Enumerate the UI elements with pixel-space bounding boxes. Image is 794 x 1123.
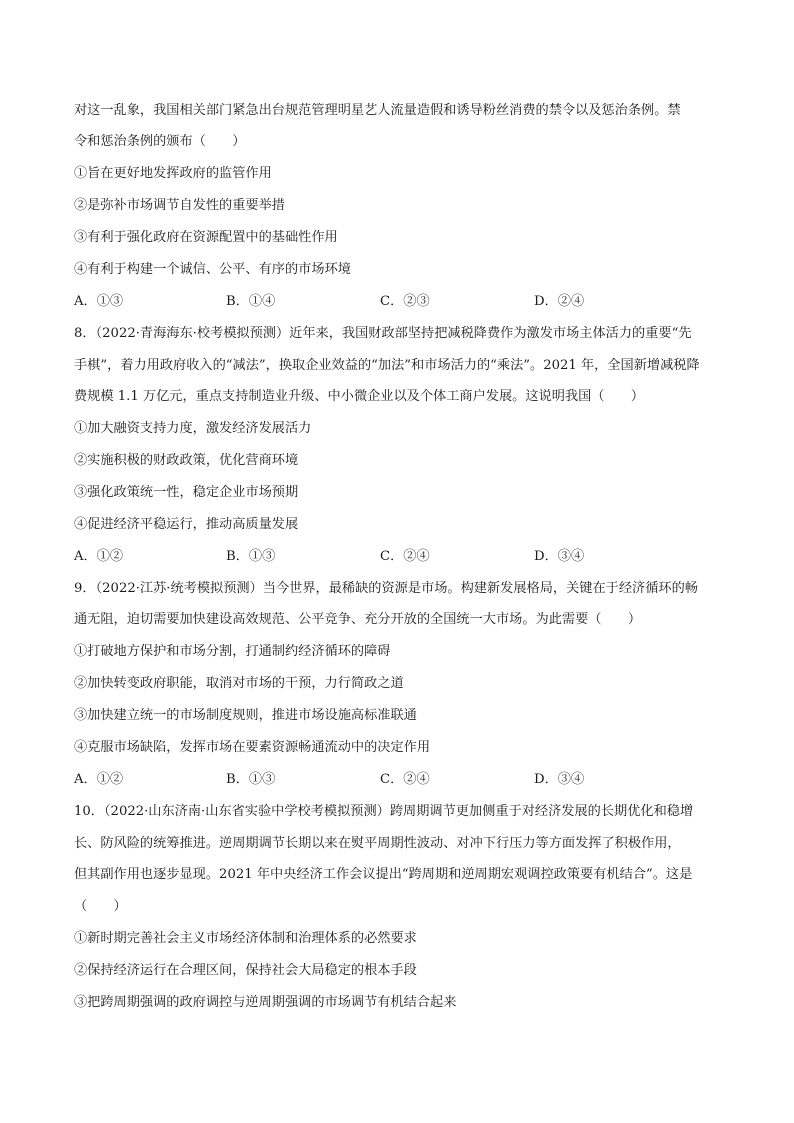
q8-option-2: ②实施积极的财政政策，优化营商环境: [74, 453, 299, 468]
q8-stem-line-1: 8．（2022·青海海东·校考模拟预测）近年来，我国财政部坚持把减税降费作为激发市场主体活力的重要“先: [74, 326, 692, 341]
q9-option-2: ②加快转变政府职能，取消对市场的干预，力行简政之道: [74, 676, 404, 691]
q7-choice-b: B．①④: [226, 294, 276, 309]
q10-option-2: ②保持经济运行在合理区间，保持社会大局稳定的根本手段: [74, 963, 417, 978]
q7-choices: [74, 292, 724, 312]
q10-option-3: ③把跨周期强调的政府调控与逆周期强调的市场调节有机结合起来: [74, 995, 457, 1010]
q8-choice-b: B．①③: [226, 549, 276, 564]
q9-choice-c: C．②④: [380, 772, 430, 787]
q8-choice-c: C．②④: [380, 549, 430, 564]
q7-option-4: ④有利于构建一个诚信、公平、有序的市场环境: [74, 262, 351, 277]
q8-choice-a: A．①②: [74, 549, 124, 564]
q9-option-3: ③加快建立统一的市场制度规则，推进市场设施高标准联通: [74, 708, 417, 723]
q8-option-4: ④促进经济平稳运行，推动高质量发展: [74, 517, 299, 532]
q8-choice-d: D．③④: [534, 549, 585, 564]
q8-choices: [74, 547, 724, 567]
q9-option-1: ①打破地方保护和市场分割，打通制约经济循环的障碍: [74, 644, 391, 659]
q9-stem-line-2: 通无阻，迫切需要加快建设高效规范、公平竞争、充分开放的全国统一大市场。为此需要（ ）: [74, 612, 642, 627]
q10-stem-line-2: 长、防风险的统筹推进。逆周期调节长期以来在熨平周期性波动、对冲下行压力等方面发挥了积极作用，: [74, 836, 681, 851]
q10-stem-line-4: （ ）: [74, 899, 127, 914]
q7-stem-line-2: 令和惩治条例的颁布（ ）: [74, 134, 246, 149]
q9-choices: [74, 770, 724, 790]
q8-stem-line-2: 手棋”，着力用政府收入的“减法”，换取企业效益的“加法”和市场活力的“乘法”。2021 年，全国新增减税降: [74, 358, 700, 373]
q10-stem-line-3: 但其副作用也逐步显现。2021 年中央经济工作会议提出“跨周期和逆周期宏观调控政策要有机结合”。这是: [74, 867, 693, 882]
q10-option-1: ①新时期完善社会主义市场经济体制和治理体系的必然要求: [74, 931, 417, 946]
q8-option-3: ③强化政策统一性，稳定企业市场预期: [74, 485, 299, 500]
q8-option-1: ①加大融资支持力度，激发经济发展活力: [74, 421, 312, 436]
q10-stem-line-1: 10．（2022·山东济南·山东省实验中学校考模拟预测）跨周期调节更加侧重于对经济发展的长期优化和稳增: [74, 804, 694, 819]
q7-option-2: ②是弥补市场调节自发性的重要举措: [74, 198, 285, 213]
q7-option-3: ③有利于强化政府在资源配置中的基础性作用: [74, 230, 338, 245]
q7-stem-line-1: 对这一乱象，我国相关部门紧急出台规范管理明星艺人流量造假和诱导粉丝消费的禁令以及惩治条例。禁: [74, 103, 681, 118]
q9-choice-d: D．③④: [534, 772, 585, 787]
q7-choice-a: A．①③: [74, 294, 124, 309]
q9-choice-b: B．①③: [226, 772, 276, 787]
q8-stem-line-3: 费规模 1.1 万亿元，重点支持制造业升级、中小微企业以及个体工商户发展。这说明我国（ ）: [74, 389, 645, 404]
q9-choice-a: A．①②: [74, 772, 124, 787]
q9-stem-line-1: 9．（2022·江苏·统考模拟预测）当今世界，最稀缺的资源是市场。构建新发展格局，关键在于经济循环的畅: [74, 581, 698, 596]
q7-choice-c: C．②③: [380, 294, 430, 309]
q7-choice-d: D．②④: [534, 294, 585, 309]
q7-option-1: ①旨在更好地发挥政府的监管作用: [74, 166, 272, 181]
q9-option-4: ④克服市场缺陷，发挥市场在要素资源畅通流动中的决定作用: [74, 740, 431, 755]
